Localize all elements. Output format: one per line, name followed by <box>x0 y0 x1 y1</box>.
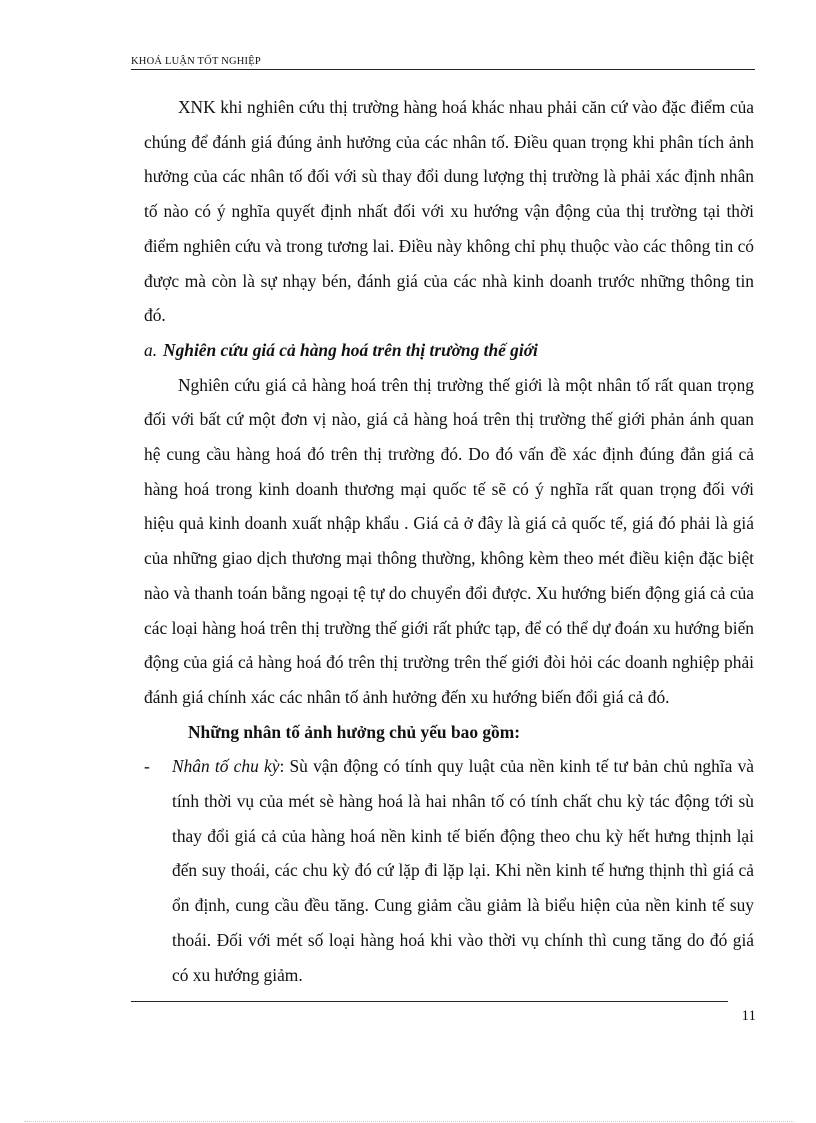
section-a-marker: a. <box>144 339 158 360</box>
list-item-text: : Sù vận động có tính quy luật của nền kinh tế tư bản chủ nghĩa và tính thời vụ của mét sè hàng hoá là hai nhân tố có tính chất chu kỳ tác động tới sù thay đổi giá cả của hàng hoá nền kinh tế biến động theo chu kỳ hết hưng thịnh lại đến suy thoái, các chu kỳ đó cứ lặp đi lặp lại. Khi nền kinh tế hưng thịnh thì giá cả ổn định, cung cầu đều tăng. Cung giảm cầu giảm là biểu hiện của nền kinh tế suy thoái. Đối với mét số loại hàng hoá khi vào thời vụ chính thì cung tăng do đó giá có xu hướng giảm. <box>172 756 754 985</box>
paragraph-prices: Nghiên cứu giá cả hàng hoá trên thị trường thế giới là một nhân tố rất quan trọng đối với bất cứ một đơn vị nào, giá cả hàng hoá trên thị trường thế giới phản ánh quan hệ cung cầu hàng hoá đó trên thị trường đó. Do đó vấn đề xác định đúng đắn giá cả hàng hoá trong kinh doanh thương mại quốc tế sẽ có ý nghĩa rất quan trọng đối với hiệu quả kinh doanh xuất nhập khẩu . Giá cả ở đây là giá cả quốc tế, giá đó phải là giá của những giao dịch thương mại thông thường, không kèm theo mét điều kiện đặc biệt nào và thanh toán bằng ngoại tệ tự do chuyển đổi được. Xu hướng biến động giá cả của các loại hàng hoá trên thị trường thế giới rất phức tạp, để có thể dự đoán xu hướng biến động của giá cả hàng hoá đó trên thị trường trên thế giới đòi hỏi các doanh nghiệp phải đánh giá chính xác các nhân tố ảnh hưởng đến xu hướng biến đổi giá cả đó. <box>144 374 754 707</box>
footer-rule <box>131 1001 728 1002</box>
paragraph-intro: XNK khi nghiên cứu thị trường hàng hoá khác nhau phải căn cứ vào đặc điểm của chúng để đánh giá đúng ảnh hưởng của các nhân tố. Điều quan trọng khi phân tích ảnh hưởng của các nhân tố đối với sù thay đổi dung lượng thị trường là phải xác định nhân tố nào có ý nghĩa quyết định nhất đối với xu hướng vận động của thị trường tại thời điểm nghiên cứu và trong tương lai. Điều này không chỉ phụ thuộc vào các thông tin có được mà còn là sự nhạy bén, đánh giá của các nhà kinh doanh trước những thông tin đó. <box>144 97 754 326</box>
list-dash: - <box>144 756 150 777</box>
page-content <box>144 90 754 992</box>
factors-heading: Những nhân tố ảnh hưởng chủ yếu bao gồm: <box>188 721 521 742</box>
list-item-cycle-factor <box>144 749 754 992</box>
list-item-term: Nhân tố chu kỳ <box>172 756 280 777</box>
header-rule <box>131 69 755 70</box>
page-number: 11 <box>741 1008 756 1024</box>
section-a-heading <box>144 333 754 368</box>
page-bottom-border <box>24 1121 794 1122</box>
page-header: KHOÁ LUẬN TỐT NGHIỆP <box>131 56 261 67</box>
section-a-title: Nghiên cứu giá cả hàng hoá trên thị trường thế giới <box>163 339 538 360</box>
